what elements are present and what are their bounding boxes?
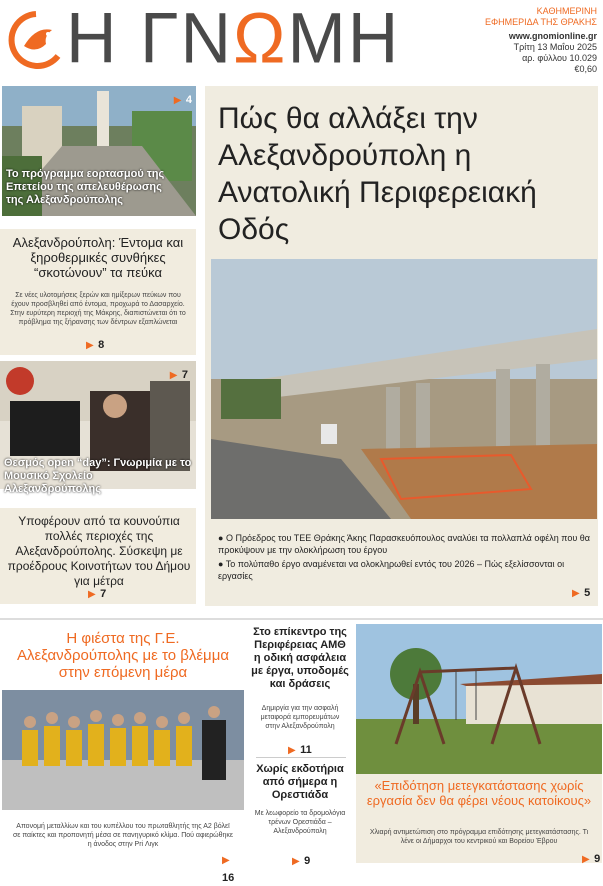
masthead [0, 0, 603, 82]
newspaper-title: Η ΓΝΩΜΗ [66, 0, 401, 78]
arrow-icon: ▶ [288, 745, 296, 756]
bullet-item: ● Το πολύπαθο έργο αναμένεται να ολοκληρωθεί εντός του 2026 – Πώς εξελίσσονται οι εργασίες [218, 559, 565, 581]
safety-headline[interactable]: Στο επίκεντρο της Περιφέρειας ΑΜΘ η οδική ασφάλεια με έργα, υποδομές και δράσεις [251, 626, 349, 690]
arrow-icon: ▶ [572, 588, 580, 599]
tickets-story [250, 763, 350, 867]
pine-story [0, 229, 196, 355]
price: €0,60 [574, 64, 597, 74]
tagline-2: ΕΦΗΜΕΡΙΔΑ ΤΗΣ ΘΡΑΚΗΣ [484, 17, 597, 27]
dove-logo-icon [6, 6, 66, 76]
pine-headline[interactable]: Αλεξανδρούπολη: Έντομα και ξηροθερμικές συνθήκες “σκοτώνουν” τα πεύκα [12, 235, 184, 280]
bridge-image [211, 259, 597, 519]
page-ref-8: ▶ 8 [86, 339, 105, 351]
bridge-photo [211, 259, 597, 519]
subsidy-story [356, 774, 602, 863]
music-school-caption[interactable]: Θεσμός open “day”: Γνωριμία με το Μουσικό Σχολείο Αλεξανδρούπολης [4, 457, 192, 495]
issue-date: Τρίτη 13 Μαΐου 2025 [513, 42, 597, 52]
fiesta-story [0, 622, 246, 884]
tickets-headline[interactable]: Χωρίς εκδοτήρια από σήμερα η Ορεστιάδα [256, 763, 344, 801]
arrow-icon: ▶ [88, 589, 96, 600]
page-ref-7b: ▶ 7 [88, 588, 107, 600]
fiesta-text: Απονομή μεταλλίων και του κυπέλλου του πρωταθλητής της Α2 βόλεϊ σε παίκτες και προπονητή μέσα σε πανηγυρικό κλίμα. Πού αφιερώθηκε η άνοδος στην Pri Λιγκ [12, 823, 234, 848]
issue-number: αρ. φύλλου 10.029 [522, 53, 597, 63]
page-ref-9a: ▶ 9 [292, 855, 311, 867]
fiesta-headline[interactable]: Η φιέστα της Γ.Ε. Αλεξανδρούπολης με το βλέμμα στην επόμενη μέρα [16, 630, 230, 681]
page-ref-5: ▶ 5 [572, 587, 591, 599]
page-ref-9b: ▶ 9 [582, 853, 601, 865]
subsidy-headline[interactable]: «Επιδότηση μετεγκατάστασης χωρίς εργασία δεν θα φέρει νέους κατοίκους» [366, 778, 592, 808]
playground-photo [356, 624, 602, 774]
page-ref-16: ▶ 16 [222, 855, 235, 884]
mosquito-headline[interactable]: Υποφέρουν από τα κουνούπια πολλές περιοχές της Αλεξανδρούπολης. Σύσκεψη με προέδρους Κοινοτήτων του Δήμου για μέτρα [7, 514, 191, 588]
tagline-1: ΚΑΘΗΜΕΡΙΝΗ [536, 6, 597, 16]
page-ref-4: ▶ 4 [173, 94, 192, 106]
subsidy-text: Χλιαρή αντιμετώπιση στο πρόγραμμα επιδότησης μετεγκατάστασης. Τι λένε οι Δήμαρχοι του κεντρικού και Βορείου Έβρου [369, 829, 589, 845]
music-school-photo [0, 361, 196, 495]
mosquito-story [0, 508, 196, 604]
safety-text: Δημιργία για την ασφαλή μεταφορά εμπορευμάτων στην Αλεξανδρούπολη [260, 705, 340, 730]
divider [256, 757, 346, 758]
safety-story [250, 622, 350, 754]
parade-photo [2, 86, 196, 216]
arrow-icon: ▶ [173, 95, 182, 106]
tickets-text: Με λεωφορείο τα δρομολόγια τρένων Ορεστιάδα – Αλεξανδρούπολη [254, 810, 346, 835]
website-link[interactable]: www.gnomionline.gr [508, 31, 597, 41]
arrow-icon: ▶ [292, 856, 300, 867]
main-bullets [218, 532, 590, 582]
arrow-icon: ▶ [169, 370, 178, 381]
arrow-icon: ▶ [222, 855, 230, 866]
page-ref-7a: ▶ 7 [169, 369, 188, 381]
arrow-icon: ▶ [86, 340, 94, 351]
arrow-icon: ▶ [582, 854, 590, 865]
divider [0, 618, 603, 620]
masthead-meta [457, 6, 597, 75]
page-ref-11: ▶ 11 [288, 744, 312, 756]
main-headline[interactable]: Πώς θα αλλάξει την Αλεξανδρούπολη η Ανατολική Περιφερειακή Οδός [218, 102, 537, 246]
playground-image [356, 624, 602, 774]
parade-caption[interactable]: Το πρόγραμμα εορτασμού της Επετείου της απελευθέρωσης της Αλεξανδρούπολης [6, 168, 165, 206]
bullet-item: ● Ο Πρόεδρος του ΤΕΕ Θράκης Άκης Παρασκευόπουλος αναλύει τα πολλαπλά οφέλη που θα προκύψουν με την ολοκλήρωση του έργου [218, 533, 590, 555]
pine-text: Σε νέες υλοτομήσεις ξερών και ημίξερων πεύκων που έχουν προσβληθεί από έντομα, προχωρά το Δασαρχείο. Στην ευρύτερη περιοχή της Μάκρης, διαπιστώνεται ότι το πρόβλημα της ξήρανσης των δέντρων εξαπλώνεται [10, 292, 186, 326]
volleyball-team-image [2, 690, 244, 810]
